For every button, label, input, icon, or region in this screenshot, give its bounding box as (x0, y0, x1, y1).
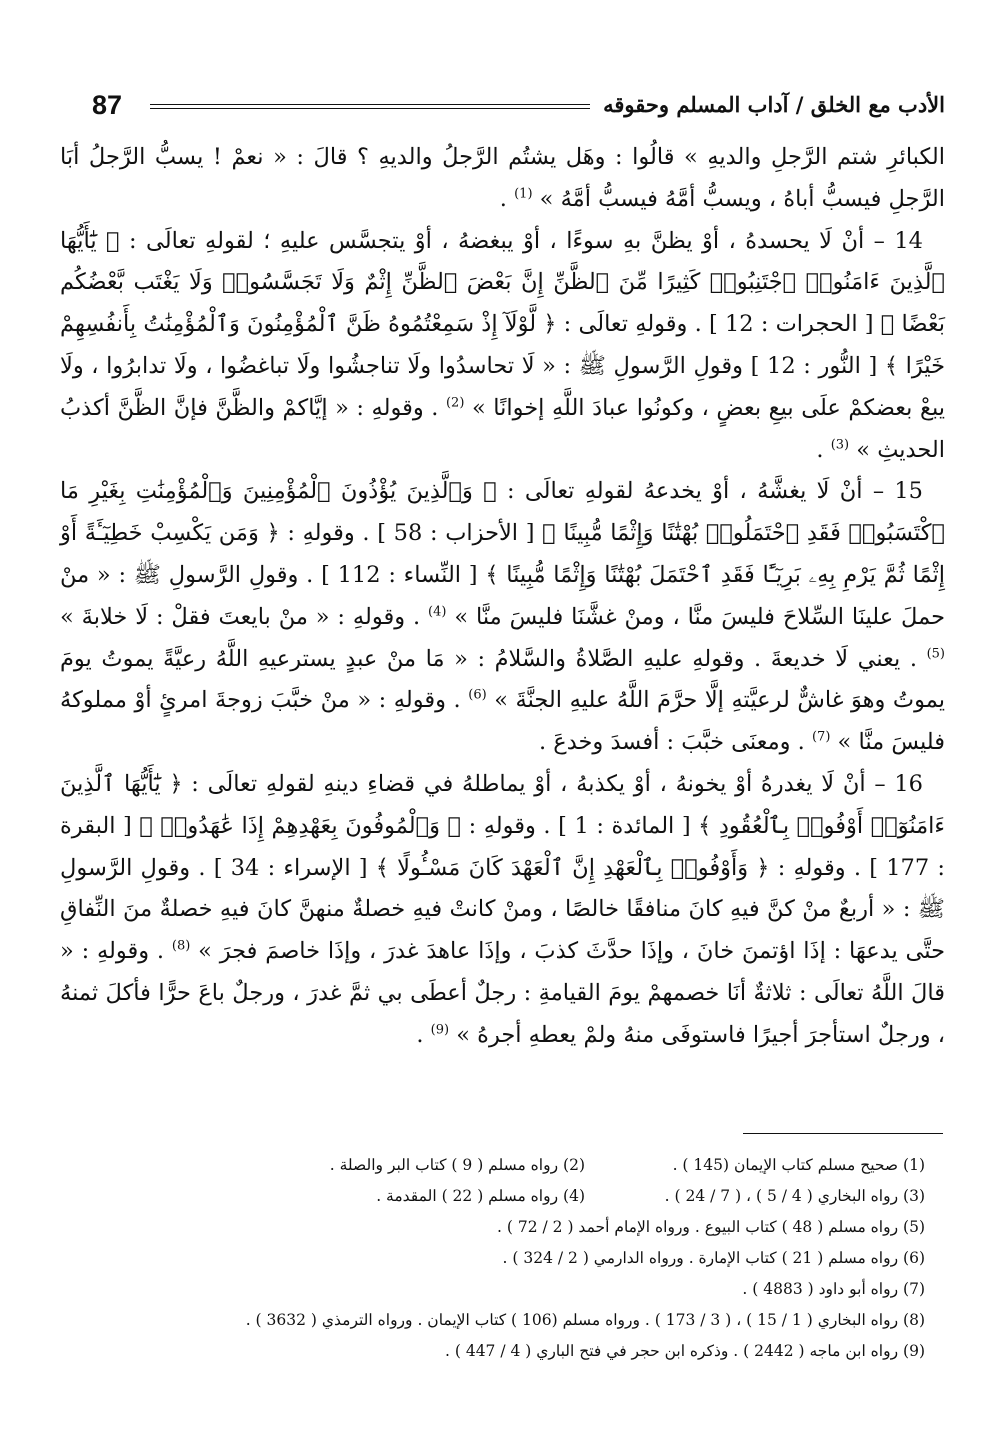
footnote-7: (7) رواه أبو داود ( 4883 ) . (742, 1280, 925, 1298)
footnote-ref: (8) (171, 938, 191, 954)
footnote-ref: (6) (468, 687, 487, 703)
footnote-row (60, 1243, 925, 1274)
paragraph-15: 15 – أنْ لَا يغشَّهُ ، أوْ يخدعهُ لقولهِ تعالَى : ﴿ وَٱلَّذِينَ يُؤْذُونَ ٱلْمُؤْمِنِينَ وَٱلْمُؤْمِنَٰتِ بِغَيْرِ مَا ٱكْتَسَبُوا۟ فَقَدِ ٱحْتَمَلُوا۟ بُهْتَٰنًا وَإِثْمًا مُّبِينًا ﴾ [ الأحزاب : 58 ] . وقولهِ : ﴿ وَمَن يَكْسِبْ خَطِيٓـَٔةً أَوْ إِثْمًا ثُمَّ يَرْمِ بِهِۦ بَرِيٓـًٔا فَقَدِ ٱحْتَمَلَ بُهْتَٰنًا وَإِثْمًا مُّبِينًا ﴾ [ النِّساء : 112 ] . وقولِ الرَّسولِ ﷺ : « منْ حملَ علينَا السِّلاحَ فليسَ منَّا ، ومنْ غشَّنَا فليسَ منَّا » $^{(4)}$ . وقولهِ : « منْ بايعتَ فقلْ : لَا خلابةَ » $^{(5)}$ . يعني لَا خديعةَ . وقولهِ عليهِ الصَّلاةُ والسَّلامُ : « مَا منْ عبدٍ يسترعيهِ اللَّهُ رعيَّةً يموتُ يومَ يموتُ وهوَ غاشٌّ لرعيَّتهِ إلَّا حرَّمَ اللَّهُ عليهِ الجنَّةَ » $^{(6)}$ . وقولهِ : « منْ خبَّبَ زوجةَ امرئٍ أوْ مملوكهُ فليسَ منَّا » $^{(7)}$ . ومعنَى خبَّبَ : أفسدَ وخدعَ . (60, 478, 946, 756)
footnote-5: (5) رواه مسلم ( 48 ) كتاب البيوع . ورواه الإمام أحمد ( 2 / 72 ) . (497, 1218, 925, 1236)
footnote-4: (4) رواه مسلم ( 22 ) المقدمة . (376, 1187, 585, 1205)
footnote-6: (6) رواه مسلم ( 21 ) كتاب الإمارة . ورواه الدارمي ( 2 / 324 ) . (502, 1249, 925, 1267)
footnote-ref: (9) (430, 1022, 450, 1038)
paragraph-16: 16 – أنْ لَا يغدرهُ أوْ يخونهُ ، أوْ يكذبهُ ، أوْ يماطلهُ في قضاءِ دينهِ لقولهِ تعالَى : ﴿ يَٰٓأَيُّهَا ٱلَّذِينَ ءَامَنُوٓا۟ أَوْفُوا۟ بِٱلْعُقُودِ ﴾ [ المائدة : 1 ] . وقولهِ : ﴿ وَٱلْمُوفُونَ بِعَهْدِهِمْ إِذَا عَٰهَدُوا۟ ﴾ [ البقرة : 177 ] . وقولهِ : ﴿ وَأَوْفُوا۟ بِٱلْعَهْدِ إِنَّ ٱلْعَهْدَ كَانَ مَسْـُٔولًا ﴾ [ الإسراء : 34 ] . وقولِ الرَّسولِ ﷺ : « أربعٌ منْ كنَّ فيهِ كانَ منافقًا خالصًا ، ومنْ كانتْ فيهِ خصلةٌ منهنَّ كانَ فيهِ خصلةٌ منَ النِّفاقِ حتَّى يدعهَا : إذَا اؤتمنَ خانَ ، وإذَا حدَّثَ كذبَ ، وإذَا عاهدَ غدرَ ، وإذَا خاصمَ فجرَ » $^{(8)}$ . وقولهِ : « قالَ اللَّهُ تعالَى : ثلاثةٌ أنَا خصمهمْ يومَ القيامةِ : رجلٌ أعطَى بي ثمَّ غدرَ ، ورجلٌ باعَ حرًّا فأكلَ ثمنهُ ، ورجلٌ استأجرَ أجيرًا فاستوفَى منهُ ولمْ يعطهِ أجرهُ » $^{(9)}$ . (60, 770, 945, 1048)
paragraph-continued: الكبائرِ شتم الرَّجلِ والديهِ » قالُوا : وهَل يشتُم الرَّجلُ والديهِ ؟ قالَ : « نعمْ ! يسبُّ الرَّجلُ أبَا الرَّجلِ فيسبُّ أباهُ ، ويسبُّ أمَّهُ فيسبُّ أمَّهُ » $^{(1)}$ . (60, 144, 945, 212)
footnote-ref: (2) (445, 395, 465, 411)
footnote-ref: (1) (514, 186, 533, 202)
paragraph-14: 14 – أنْ لَا يحسدهُ ، أوْ يظنَّ بهِ سوءًا ، أوْ يبغضهُ ، أوْ يتجسَّس عليهِ ؛ لقولهِ تعالَى : ﴿ يَٰٓأَيُّهَا ٱلَّذِينَ ءَامَنُوا۟ ٱجْتَنِبُوا۟ كَثِيرًا مِّنَ ٱلظَّنِّ إِنَّ بَعْضَ ٱلظَّنِّ إِثْمٌ وَلَا تَجَسَّسُوا۟ وَلَا يَغْتَب بَّعْضُكُم بَعْضًا ﴾ [ الحجرات : 12 ] . وقولهِ تعالَى : ﴿ لَّوْلَآ إِذْ سَمِعْتُمُوهُ ظَنَّ ٱلْمُؤْمِنُونَ وَٱلْمُؤْمِنَٰتُ بِأَنفُسِهِمْ خَيْرًا ﴾ [ النُّور : 12 ] وقولِ الرَّسولِ ﷺ : « لَا تحاسدُوا ولَا تناجشُوا ولَا تباغضُوا ، ولَا تدابرُوا ، ولَا يبعْ بعضكمْ علَى بيعِ بعضٍ ، وكونُوا عبادَ اللَّهِ إخوانًا » $^{(2)}$ . وقولهِ : « إيَّاكمْ والظَّنَّ فإنَّ الظَّنَّ أكذبُ الحديثِ » $^{(3)}$ . (60, 227, 945, 463)
footnote-row (60, 1212, 925, 1243)
footnote-row (60, 1150, 925, 1181)
footnote-row (60, 1336, 925, 1367)
footnote-row (60, 1181, 925, 1212)
footnote-ref: (3) (830, 437, 850, 453)
footnote-3: (3) رواه البخاري ( 4 / 5 ) ، ( 7 / 24 ) . (664, 1187, 925, 1205)
footnote-row (60, 1305, 925, 1336)
page-number: 87 (92, 90, 123, 120)
footnotes (60, 1150, 925, 1367)
footnote-1: (1) صحيح مسلم كتاب الإيمان (145 ) . (672, 1156, 925, 1174)
footnote-ref: (7) (811, 729, 831, 745)
footnote-9: (9) رواه ابن ماجه ( 2442 ) . وذكره ابن حجر في فتح الباري ( 4 / 447 ) . (445, 1342, 925, 1360)
page-header (60, 90, 945, 130)
footnote-2: (2) رواه مسلم ( 9 ) كتاب البر والصلة . (329, 1156, 585, 1174)
footnote-ref: (4) (428, 604, 447, 620)
footnote-8: (8) رواه البخاري ( 1 / 15 ) ، ( 3 / 173 ) . ورواه مسلم (106 ) كتاب الإيمان . ورواه الترمذي ( 3632 ) . (245, 1311, 925, 1329)
footnote-ref: (5) (926, 646, 945, 662)
footnote-separator (743, 1133, 943, 1134)
footnote-row (60, 1274, 925, 1305)
running-title: الأدب مع الخلق / آداب المسلم وحقوقه (603, 92, 945, 117)
header-rule (150, 104, 590, 109)
body-text (60, 137, 945, 1057)
